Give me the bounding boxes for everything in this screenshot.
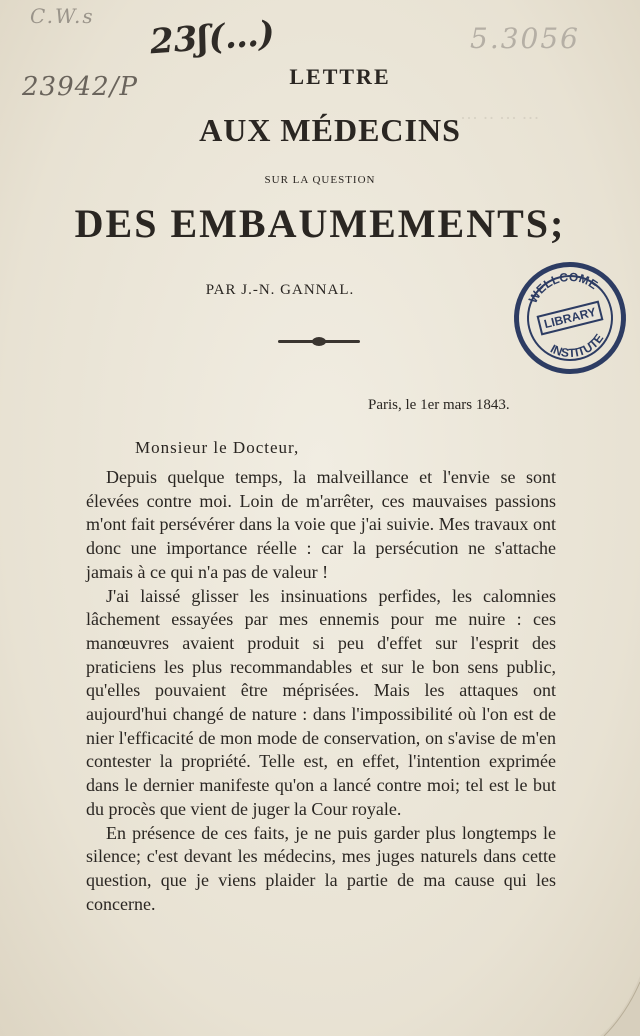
handwritten-catalog-number: 23ʃ(…) [148, 13, 276, 63]
title-aux-medecins: AUX MÉDECINS [199, 112, 461, 148]
paragraph-3: En présence de ces faits, je ne puis garder plus longtemps le silence; c'est devant les médecins, mes juges naturels dans cette question, que je viens plaider la partie de ma cause qui les concerne. [86, 822, 556, 914]
stamp-bottom-text: INSTITUTE [548, 331, 607, 361]
title-des-embaumements: DES EMBAUMEMENTS; [74, 201, 566, 246]
ornamental-rule [278, 340, 360, 343]
paragraph-2: J'ai laissé glisser les insinuations perfides, les calomnies lâchement essayées par mes ennemis pour me nuire : ces manœuvres avaient produit si peu d'effet sur l'esprit des praticiens les plus recommandables et sur le bon sens public, qu'elles pouvaient être méprisées. Mais les attaques ont aujourd'hui changé de nature : dans l'impossibilité où l'on est de nier l'efficacité de mon mode de conservation, on s'avise de m'en contester la propriété. Telle est, en effet, l'intention exprimée dans le dernier manifeste qu'on a lancé contre moi; tel est le but du procès que vient de juger la Cour royale. [86, 585, 556, 819]
bleed-through-text: ··· ··· ·· ··· [460, 108, 540, 128]
title-sur-la-question: SUR LA QUESTION [264, 174, 376, 186]
dateline: Paris, le 1er mars 1843. [368, 397, 510, 413]
author-line: PAR J.-N. GANNAL. [205, 282, 355, 298]
handwritten-annotation-top-left: C.W.s [30, 4, 95, 28]
page-corner-curl [600, 976, 640, 1036]
handwritten-shelfmark: 23942/P [22, 72, 138, 102]
letter-body [86, 466, 556, 916]
title-lettre: LETTRE [289, 64, 391, 89]
handwritten-annotation-right: 5.3056 [470, 22, 580, 55]
paragraph-1: Depuis quelque temps, la malveillance et l'envie se sont élevées contre moi. Loin de m'arrêter, ces mauvaises passions m'ont fait persévérer dans la voie que j'ai suivie. Mes travaux ont donc une importance réelle : car la persécution ne s'attache jamais à ce qui n'a pas de valeur ! [86, 467, 556, 582]
stamp-center-text: LIBRARY [536, 300, 604, 335]
svg-text:WELLCOME [521, 262, 602, 308]
library-stamp [502, 250, 638, 386]
stamp-top-text: WELLCOME [525, 269, 601, 306]
salutation: Monsieur le Docteur, [135, 438, 300, 457]
svg-text:INSTITUTE [545, 329, 609, 366]
